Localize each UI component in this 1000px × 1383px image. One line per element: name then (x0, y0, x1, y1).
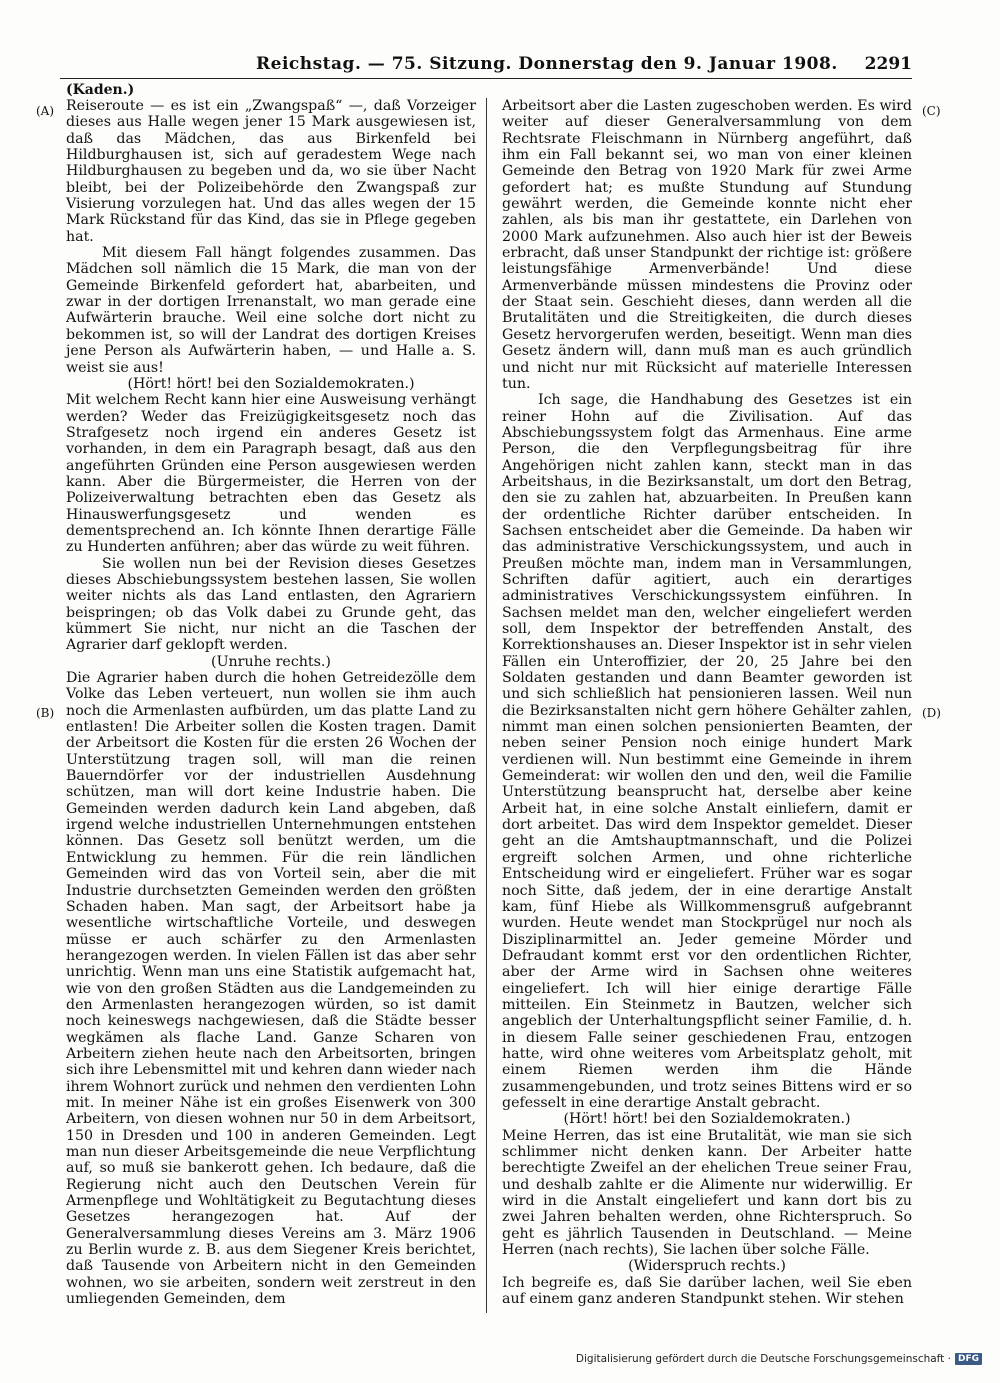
paragraph: Sie wollen nun bei der Revision dieses Gesetzes dieses Abschiebungssystem bestehen lassen, Sie wollen weiter nichts als das Land entlasten, den Agrariern beispringen; ob das Volk dabei zu Grunde geht, das kümmert Sie nicht, nur nicht an die Taschen der Agrarier darf geklopft werden. (66, 555, 476, 654)
paragraph: Reiseroute — es ist ein „Zwangspaß“ —, daß Vorzeiger dieses aus Halle wegen jener 15 Mark ausgewiesen ist, daß das Mädchen, das aus Birkenfeld bei Hildburghausen ist, sich auf geradestem Wege nach Hildburghausen zu begeben und da, wo sie über Nacht bleibt, bei der Polizeibehörde den Zwangspaß zur Visierung vorzulegen hat. Und das alles wegen der 15 Mark Rückstand für das Kind, das sie in Pflege gegeben hat. (66, 98, 476, 245)
margin-marker-b: (B) (36, 706, 55, 720)
column-divider (486, 98, 487, 1313)
dfg-logo-icon: DFG (955, 1353, 982, 1365)
speaker-name: (Kaden.) (66, 82, 135, 98)
interjection: (Unruhe rechts.) (211, 653, 331, 670)
margin-marker-c: (C) (922, 104, 941, 118)
margin-marker-a: (A) (36, 104, 55, 118)
header-title: Reichstag. — 75. Sitzung. Donnerstag den 9. Januar 1908. (256, 54, 838, 74)
paragraph: Mit diesem Fall hängt folgendes zusammen. Das Mädchen soll nämlich die 15 Mark, die man von der Gemeinde Birkenfeld gefordert hat, abarbeiten, und zwar in der dortigen Irrenanstalt, wo man gerade eine Aufwärterin brauche. Weil eine solche dort nicht zu bekommen ist, so will der Landrat des dortigen Kreises jene Person als Aufwärterin haben, — und Halle a. S. weist sie aus! (66, 245, 476, 376)
page-number: 2291 (864, 54, 912, 74)
paragraph: Ich sage, die Handhabung des Gesetzes ist ein reiner Hohn auf die Zivilisation. Auf das Abschiebungssystem folgt das Armenhaus. Eine arme Person, die den Verpflegungsbeitrag für ihre Angehörigen nicht zahlen kann, steckt man in das Arbeitshaus, in die Bezirksanstalt, um dort den Betrag, den sie zu zahlen hat, abzuarbeiten. In Preußen kann der ordentliche Richter darüber entscheiden. In Sachsen entscheidet aber die Gemeinde. Da haben wir das administrative Verschickungssystem, und auch in Preußen möchte man, indem man in Versammlungen, Schriften dafür agitiert, auch ein derartiges administratives Verschickungssystem einführen. In Sachsen meldet man den, welcher eingeliefert werden soll, dem Inspektor der betreffenden Anstalt, des Korrektionshauses an. Dieser Inspektor ist in sehr vielen Fällen ein Unteroffizier, der 20, 25 Jahre bei den Soldaten gestanden und dann Beamter geworden ist und sich schließlich hat pensionieren lassen. Weil nun die Bezirksanstalten nicht gern höhere Gehälter zahlen, nimmt man einen solchen pensionierten Beamten, der neben seiner Pension noch einige hundert Mark verdienen will. Nun bestimmt eine Gemeinde in ihrem Gemeinderat: wir wollen den und den, weil die Familie Unterstützung beansprucht hat, derselbe aber keine Arbeit hat, in eine solche Anstalt einliefern, damit er dort arbeitet. Das wird dem Inspektor gemeldet. Dieser geht an die Amtshauptmannschaft, und die Polizei ergreift solchen Armen, und ohne richterliche Entscheidung wird er eingeliefert. Früher war es sogar noch Sitte, daß jedem, der in eine derartige Anstalt kam, fünf Hiebe als Willkommensgruß aufgebrannt wurden. Heute wendet man Stockprügel nur noch als Disziplinarmittel an. Jeder gemeine Mörder und Defraudant kommt erst vor den ordentlichen Richter, aber der Arme wird in Sachsen ohne weiteres eingeliefert. Ich will hier einige derartige Fälle mitteilen. Ein Steinmetz in Bautzen, welcher sich angeblich der Unterhaltungspflicht seiner Familie, d. h. in diesem Falle seiner geschiedenen Frau, entzogen hatte, wird ohne weiteres vom Arbeitsplatz geholt, mit einem Riemen werden ihm die Hände zusammengebunden, und trotz seines Bittens wird er so gefesselt in eine derartige Anstalt gebracht. (502, 392, 912, 1111)
interjection: (Widerspruch rechts.) (628, 1258, 786, 1275)
left-column (66, 98, 476, 1307)
paragraph: Die Agrarier haben durch die hohen Getreidezölle dem Volke das Leben verteuert, nun wollen sie ihm auch noch die Armenlasten aufbürden, um das platte Land zu entlasten! Die Arbeiter sollen die Kosten tragen. Damit der Arbeitsort die Kosten für die ersten 26 Wochen der Unterstützung tragen soll, will man die reinen Bauerndörfer vor der industriellen Ausdehnung schützen, man will dort keine Industrie haben. Die Gemeinden werden dadurch kein Land abgeben, daß irgend welche industriellen Unternehmungen entstehen können. Das Gesetz soll benützt werden, um die Entwicklung zu hemmen. Für die rein ländlichen Gemeinden wird das von Vorteil sein, aber die mit Industrie durchsetzten Gemeinden werden den größten Schaden haben. Man sagt, der Arbeitsort habe ja wesentliche wirtschaftliche Vorteile, und deswegen müsse er auch schärfer zu den Armenlasten herangezogen werden. In vielen Fällen ist das aber sehr unrichtig. Wenn man uns eine Statistik aufgemacht hat, wie von den großen Städten aus die Landgemeinden zu den Armenlasten herangezogen würden, so ist damit noch keineswegs nachgewiesen, daß die Städte besser wegkämen als flache Land. Ganze Scharen von Arbeitern ziehen heute nach den Arbeitsorten, bringen sich ihre Lebensmittel mit und kehren dann wieder nach ihrem Wohnort zurück und nehmen den verdienten Lohn mit. In meiner Nähe ist ein großes Eisenwerk von 300 Arbeitern, von diesen wohnen nur 50 in dem Arbeitsort, 150 in Dresden und 100 in anderen Gemeinden. Legt man nun dieser Arbeitsgemeinde die neue Verpflichtung auf, so muß sie bankerott gehen. Ich bedaure, daß die Regierung nicht auch den Deutschen Verein für Armenpflege und Wohltätigkeit zu Begutachtung dieses Gesetzes herangezogen hat. Auf der Generalversammlung dieses Vereins am 3. März 1906 zu Berlin wurde z. B. aus dem Siegener Kreis berichtet, daß Tausende von Arbeitern nicht in den Gemeinden wohnen, wo sie arbeiten, sondern weit zerstreut in den umliegenden Gemeinden, dem (66, 670, 476, 1308)
interjection: (Hört! hört! bei den Sozialdemokraten.) (563, 1111, 851, 1128)
margin-marker-d: (D) (922, 706, 941, 720)
running-header (60, 52, 912, 79)
paragraph: Mit welchem Recht kann hier eine Ausweisung verhängt werden? Weder das Freizügigkeitsgesetz noch das Strafgesetz noch irgend ein anderes Gesetz ist vorhanden, in dem ein Paragraph besagt, daß aus den angeführten Gründen eine Person ausgewiesen werden kann. Aber die Bürgermeister, die Herren von der Polizeiverwaltung betrachten eben das Gesetz als Hinauswerfungsgesetz und wenden es dementsprechend an. Ich könnte Ihnen derartige Fälle zu Hunderten anführen; aber das würde zu weit führen. (66, 392, 476, 556)
footer-text: Digitalisierung gefördert durch die Deutsche Forschungsgemeinschaft · (575, 1353, 951, 1365)
paragraph: Ich begreife es, daß Sie darüber lachen, weil Sie eben auf einem ganz anderen Standpunkt stehen. Wir stehen (502, 1274, 912, 1308)
interjection: (Hört! hört! bei den Sozialdemokraten.) (127, 375, 415, 392)
paragraph: Arbeitsort aber die Lasten zugeschoben werden. Es wird weiter auf dieser Generalversammlung von dem Rechtsrate Fleischmann in Nürnberg angeführt, daß ihm ein Fall bekannt sei, wo man von einer kleinen Gemeinde den Betrag von 1920 Mark für zwei Arme gefordert hat; es mußte Stundung auf Stundung gewährt werden, die Gemeinde konnte nicht eher zahlen, als bis man ihr gestattete, ein Darlehen von 2000 Mark aufzunehmen. Also auch hier ist der Beweis erbracht, daß unser Standpunkt der richtige ist: größere leistungsfähige Armenverbände! Und diese Armenverbände müssen mindestens die Provinz oder der Staat sein. Geschieht dieses, dann werden all die Brutalitäten und die Streitigkeiten, die durch dieses Gesetz hervorgerufen werden, beseitigt. Wenn man dies Gesetz ändern will, dann muß man es auch gründlich und nicht nur mit Rücksicht auf materielle Interessen tun. (502, 98, 913, 392)
paragraph: Meine Herren, das ist eine Brutalität, wie man sie sich schlimmer nicht denken kann. Der Arbeiter hatte berechtigte Zweifel an der ehelichen Treue seiner Frau, und deshalb zahlte er die Alimente nur widerwillig. Er wird in die Anstalt eingeliefert und kann dort bis zu zwei Jahren behalten werden, ohne Richterspruch. So geht es jährlich Tausenden in Deutschland. — Meine Herren (nach rechts), Sie lachen über solche Fälle. (502, 1127, 912, 1259)
digitization-footer (576, 1353, 982, 1365)
right-column (502, 98, 912, 1307)
